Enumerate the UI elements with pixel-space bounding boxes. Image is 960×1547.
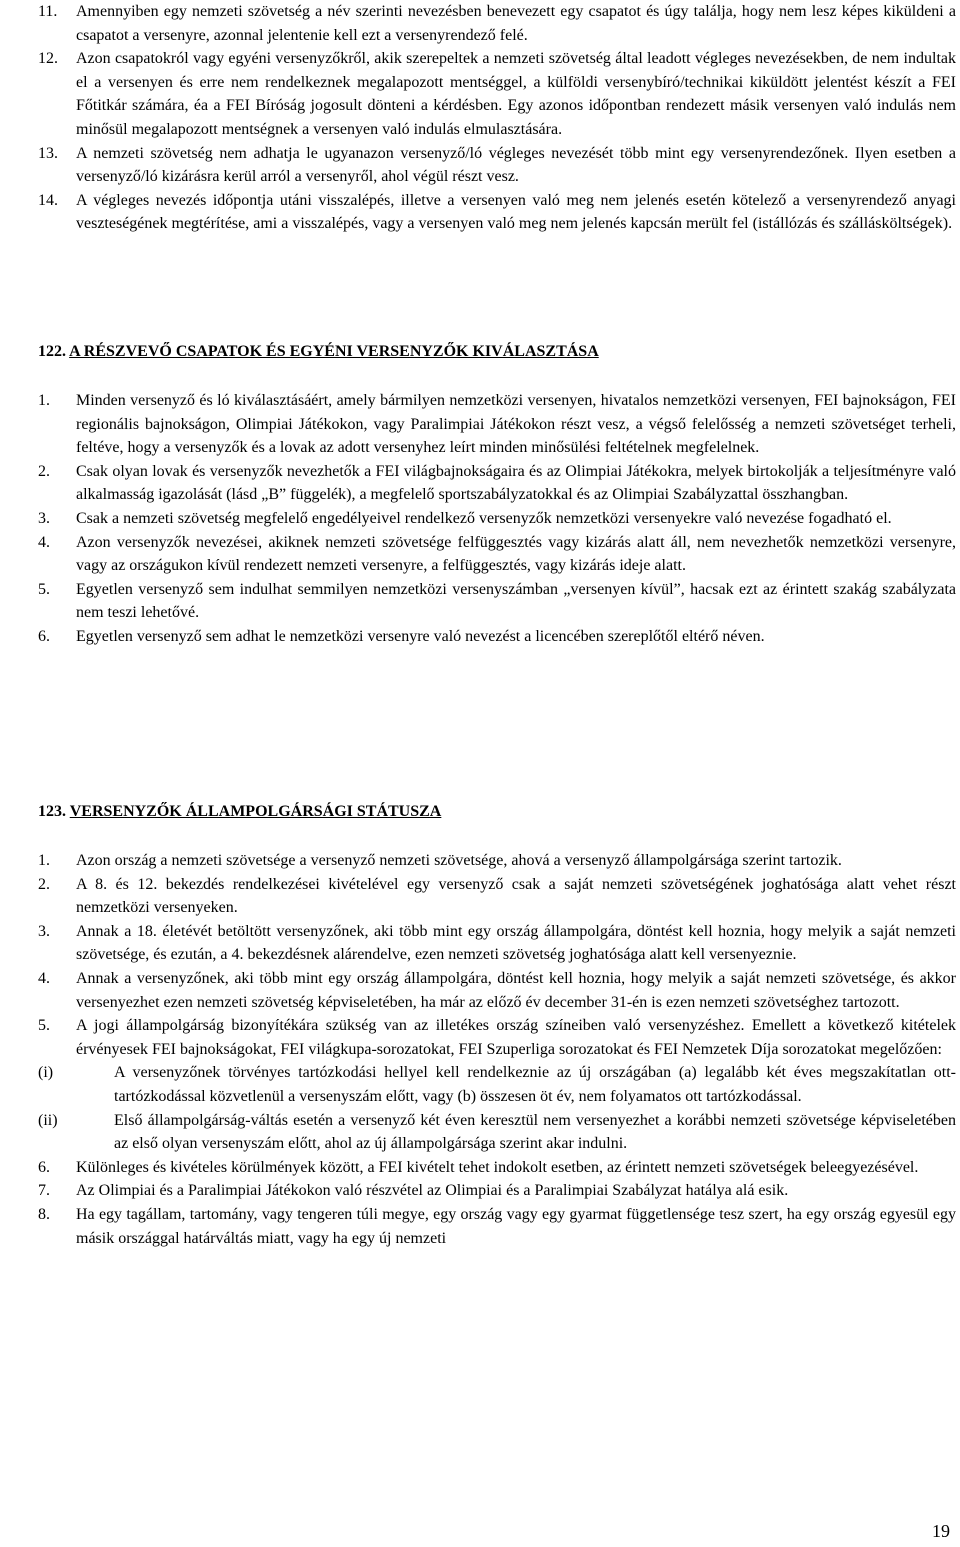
list-item [38, 0, 956, 47]
item-text: A 8. és 12. bekezdés rendelkezései kivételével egy versenyző csak a saját nemzeti szövetségének joghatósága alatt vehet részt nemzetközi versenyeken. [76, 875, 956, 917]
item-text: Amennyiben egy nemzeti szövetség a név szerinti nevezésben benevezett egy csapatot és úgy találja, hogy nem lesz képes kiküldeni a csapatot a versenyre, azonnal jelentenie kell ezt a versenyrendező felé. [76, 3, 956, 44]
item-text: A nemzeti szövetség nem adhatja le ugyanazon versenyző/ló végleges nevezését több mint egy versenyrendezőnek. Ilyen esetben a versenyző/ló kizárásra kerül arról a versenyről, ahol végül részt vesz. [76, 144, 956, 186]
item-text: Egyetlen versenyző sem adhat le nemzetközi versenyre való nevezést a licencében szereplőtől eltérő néven. [76, 627, 765, 645]
sub-list-item [38, 1061, 956, 1108]
item-number: 5. [38, 1017, 50, 1035]
section-heading-123 [38, 800, 956, 824]
list-item [38, 1156, 956, 1180]
item-text: Azon versenyzők nevezései, akiknek nemzeti szövetsége felfüggesztés vagy kizárás alatt áll, nem nevezhetők nemzetközi versenyre, vagy az országukon kívül rendezett nemzeti versenyre, a felfüggesztés, vagy kizárás ideje alatt. [76, 533, 956, 575]
page-number: 19 [932, 1521, 950, 1541]
sub-list-item [38, 1109, 956, 1156]
item-text: Azon ország a nemzeti szövetsége a versenyző nemzeti szövetsége, ahová a versenyző állampolgársága szerint tartozik. [76, 852, 842, 869]
item-number: 4. [38, 969, 50, 987]
list-item [38, 873, 956, 920]
list-item [38, 142, 956, 189]
item-number: 1. [38, 392, 50, 409]
item-number: 11. [38, 3, 58, 20]
item-number: 7. [38, 1182, 50, 1200]
item-text: Annak a versenyzőnek, aki több mint egy ország állampolgára, döntést kell hoznia, hogy melyik a saját nemzeti szövetsége, és akkor versenyezhet ezen nemzeti szövetség képviseletében, ha már az előző év december 31-én is ezen nemzeti szövetséghez tartozott. [76, 969, 956, 1011]
item-number: (i) [38, 1064, 54, 1082]
list-item [38, 47, 956, 141]
section-heading-122 [38, 340, 956, 364]
item-text: A végleges nevezés időpontja utáni visszalépés, illetve a versenyen való meg nem jelenés esetén kötelező a versenyrendező anyagi veszteségének megtérítése, ami a visszalépés, vagy a versenyen való meg nem jelenés kapcsán merült fel (istállózás és szállásköltségek). [76, 191, 956, 233]
list-item [38, 460, 956, 507]
item-text: Csak a nemzeti szövetség megfelelő engedélyeivel rendelkező versenyzők nemzetközi versenyekre való nevezése fogadható el. [76, 509, 892, 527]
item-number: 5. [38, 580, 50, 598]
item-number: 12. [38, 50, 58, 68]
item-number: 6. [38, 1158, 50, 1176]
item-number: 4. [38, 533, 50, 551]
list-item [38, 578, 956, 625]
item-text: Első állampolgárság-váltás esetén a versenyző két éven keresztül nem versenyezhet a korábbi nemzeti szövetsége képviseletében az első olyan versenyszám előtt, ahol az új állampolgársága szerint akar indulni. [114, 1111, 956, 1153]
item-text: Különleges és kivételes körülmények között, a FEI kivételt tehet indokolt esetben, az érintett nemzeti szövetségek beleegyezésével. [76, 1158, 919, 1176]
item-number: 8. [38, 1205, 50, 1223]
item-number: 3. [38, 922, 50, 940]
item-number: 1. [38, 852, 50, 869]
section-122-items [38, 389, 956, 649]
item-text: Egyetlen versenyző sem indulhat semmilyen nemzetközi versenyszámban „versenyen kívül”, hacsak ezt az érintett szakág szabályzata nem teszi lehetővé. [76, 580, 956, 622]
item-number: 13. [38, 144, 58, 162]
top-items [38, 0, 956, 236]
item-text: Azon csapatokról vagy egyéni versenyzőkről, akik szerepeltek a nemzeti szövetség által leadott végleges nevezésekben, de nem indultak el a versenyen és erre nem rendelkeznek megalapozott mentséggel, a külföldi versenybíró/technikai kiküldött jelentést készít a FEI Főtitkár számára, éa a FEI Bíróság jogosult dönteni a kérdésben. Egy azonos időpontban rendezett másik versenyen való indulás nem minősül megalapozott mentségnek a versenyen való indulás elmulasztására. [76, 50, 956, 138]
list-item [38, 1179, 956, 1203]
list-item [38, 1203, 956, 1250]
item-text: Csak olyan lovak és versenyzők nevezhetők a FEI világbajnokságaira és az Olimpiai Játékokra, melyek birtokolják a teljesítményre való alkalmasság igazolását (lásd „B” függelék), a megfelelő sportszabályzatokkal és az Olimpiai Szabályzattal összhangban. [76, 462, 956, 504]
item-number: 6. [38, 627, 50, 645]
section-123-items [38, 849, 956, 1250]
item-text: Annak a 18. életévét betöltött versenyzőnek, aki több mint egy ország állampolgára, döntést kell hoznia, hogy melyik a saját nemzeti szövetsége, és ezután, a 4. bekezdésnek alárendelve, ezen nemzeti szövetség joghatósága alatt kell versenyeznie. [76, 922, 956, 964]
list-item [38, 625, 956, 649]
section-title: A RÉSZVEVŐ CSAPATOK ÉS EGYÉNI VERSENYZŐK KIVÁLASZTÁSA [69, 343, 599, 360]
section-number: 123. [38, 803, 66, 820]
list-item [38, 920, 956, 967]
list-item [38, 849, 956, 873]
item-number: 3. [38, 509, 50, 527]
item-text: A jogi állampolgárság bizonyítékára szükség van az illetékes ország színeiben való versenyzéshez. Emellett a következő kitételek érvényesek FEI bajnokságokat, FEI világkupa-sorozatokat, FEI Szuperliga sorozatokat és FEI Nemzetek Díja sorozatokat megelőzően: [76, 1017, 956, 1058]
item-number: 14. [38, 191, 58, 209]
item-number: (ii) [38, 1111, 58, 1129]
item-number: 2. [38, 875, 50, 893]
list-item [38, 967, 956, 1014]
section-title: VERSENYZŐK ÁLLAMPOLGÁRSÁGI STÁTUSZA [69, 803, 442, 820]
item-text: A versenyzőnek törvényes tartózkodási hellyel kell rendelkeznie az új országában (a) legalább két éves megszakítatlan ott-tartózkodással közvetlenül a versenyszám előtt, vagy (b) összesen öt év, nem folyamatos ott tartózkodással. [114, 1064, 956, 1105]
item-number: 2. [38, 462, 50, 480]
list-item [38, 531, 956, 578]
list-item [38, 189, 956, 236]
section-number: 122. [38, 343, 66, 360]
list-item [38, 507, 956, 531]
list-item [38, 389, 956, 460]
item-text: Az Olimpiai és a Paralimpiai Játékokon való részvétel az Olimpiai és a Paralimpiai Szabályzat hatálya alá esik. [76, 1182, 789, 1200]
item-text: Ha egy tagállam, tartomány, vagy tengeren túli megye, egy ország vagy egy gyarmat függetlensége tesz szert, ha egy ország egyesül egy másik országgal határváltás miatt, vagy ha egy új nemzeti [76, 1205, 956, 1247]
item-text: Minden versenyző és ló kiválasztásáért, amely bármilyen nemzetközi versenyen, hivatalos nemzetközi versenyen, FEI bajnokságon, FEI regionális bajnokságon, Olimpiai Játékokon, vagy Paralimpiai Játékokon részt vesz, a végső felelősség a nemzeti szövetséget terheli, feltéve, hogy a versenyzők és a lovak az adott versenyhez leírt minden minősülési feltételnek megfelelnek. [76, 392, 956, 457]
list-item [38, 1014, 956, 1061]
